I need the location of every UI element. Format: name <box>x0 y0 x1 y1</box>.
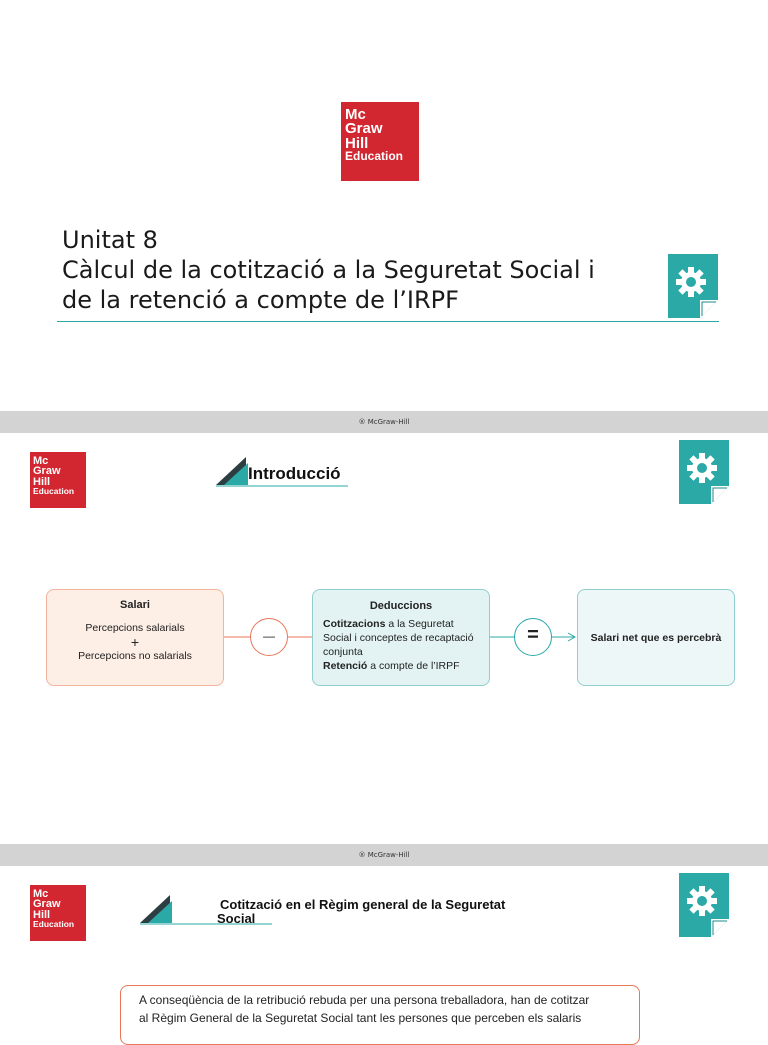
body-line: al Règim General de la Seguretat Social tant les persones que perceben els salaris <box>139 1011 582 1025</box>
plus-sign: + <box>130 634 140 650</box>
mcgraw-hill-logo <box>30 885 86 941</box>
retention-label: Retenció <box>323 660 368 672</box>
presentation-title <box>62 225 595 315</box>
title-line: Unitat 8 <box>62 226 158 254</box>
gear-document-icon <box>679 873 729 937</box>
heading-line: Social <box>217 911 256 926</box>
net-salary-box <box>577 589 735 686</box>
logo-text: Mc <box>33 455 49 467</box>
logo-text: Education <box>33 919 75 930</box>
logo-text: Mc <box>345 106 366 123</box>
deductions-title: Deduccions <box>369 600 433 612</box>
minus-sign: — <box>263 629 275 643</box>
salary-perceptions: Percepcions salarials <box>85 622 185 634</box>
logo-text: Graw <box>33 465 61 478</box>
gear-document-icon <box>668 254 718 318</box>
slide-heading: Introducció <box>248 464 341 483</box>
logo-text: Hill <box>345 134 369 152</box>
slide-footer <box>0 411 768 433</box>
contributions-text: a la Seguretat Social i conceptes de recaptació conjunta <box>323 618 474 658</box>
copyright-text: ® McGraw-Hill <box>358 851 410 859</box>
salary-title: Salari <box>120 599 150 611</box>
contributions-label: Cotitzacions <box>323 618 386 630</box>
mcgraw-hill-logo <box>341 102 419 181</box>
salary-box <box>46 589 224 686</box>
title-line: Càlcul de la cotització a la Seguretat Social i <box>62 256 595 284</box>
logo-text: Education <box>345 148 404 163</box>
minus-operator <box>250 618 288 656</box>
copyright-text: ® McGraw-Hill <box>358 418 410 426</box>
equals-operator <box>514 618 552 656</box>
retention-text: a compte de l’IRPF <box>367 660 460 672</box>
slide-2 <box>0 433 768 844</box>
logo-text: Education <box>33 486 75 497</box>
logo-text: Hill <box>33 908 51 921</box>
equals-sign: = <box>527 624 539 646</box>
slide-heading <box>217 897 580 926</box>
logo-text: Hill <box>33 475 51 488</box>
heading-line: Cotització en el Règim general de la Seguretat <box>220 897 506 912</box>
title-line: de la retenció a compte de l’IRPF <box>62 286 459 314</box>
deductions-box <box>312 589 490 686</box>
body-line: A conseqüència de la retribució rebuda per una persona treballadora, han de cotitzar <box>139 993 590 1007</box>
deductions-contributions <box>323 617 479 659</box>
logo-text: Mc <box>33 888 49 900</box>
slide-footer <box>0 844 768 866</box>
logo-text: Graw <box>33 898 61 911</box>
logo-text: Graw <box>345 120 383 138</box>
deductions-retention <box>323 659 479 673</box>
net-salary-text: Salari net que es percebrà <box>590 632 722 644</box>
salary-non-salary: Percepcions no salarials <box>78 650 192 662</box>
intro-text-box <box>120 985 640 1045</box>
slide-1 <box>0 0 768 411</box>
title-divider <box>57 321 719 322</box>
